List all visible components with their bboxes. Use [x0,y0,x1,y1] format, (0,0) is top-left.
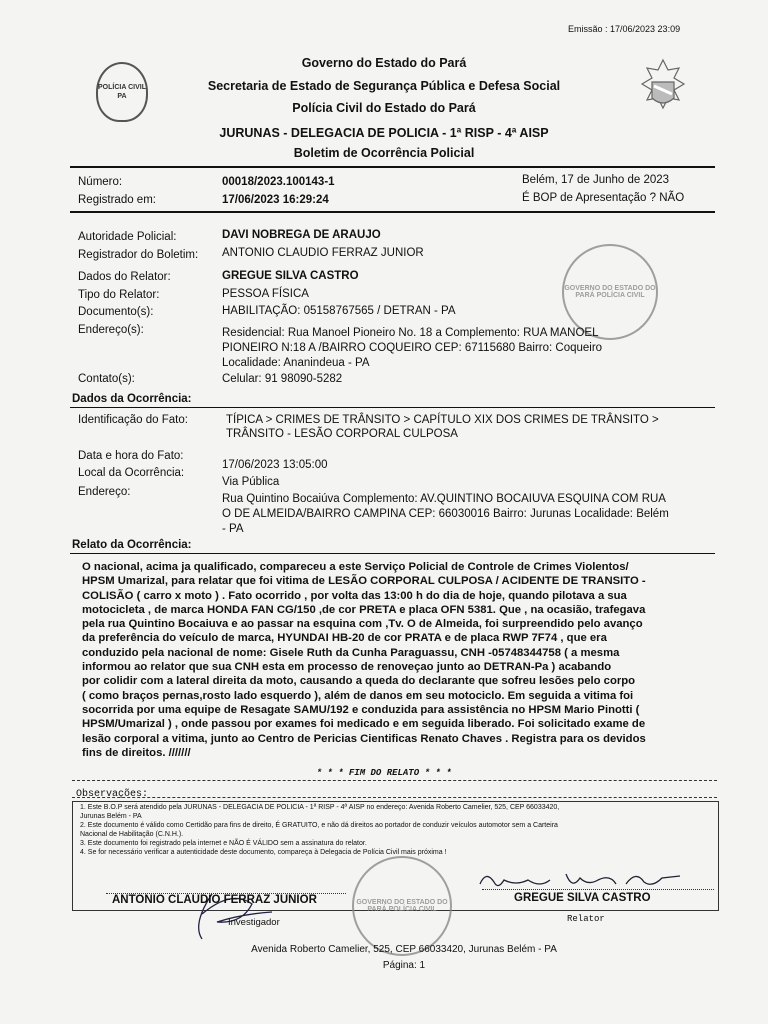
fato-line: TÍPICA > CRIMES DE TRÂNSITO > CAPÍTULO XIX DOS CRIMES DE TRÂNSITO > [226,414,659,426]
relato-line: pela rua Quintino Bocaiuva e ao passar na esquina com ,Tv. O de Almeida, foi surpreendido pelo avanço [82,618,643,631]
relator-name: GREGUE SILVA CASTRO [514,892,651,904]
endereco-line: - PA [222,523,244,535]
relato-line: socorrida por uma equipe de Resagate SAMU/192 e conduzida para assistência no HPSM Mario Pinotti ( [82,703,640,716]
badge-text: POLÍCIA CIVIL PA [98,84,146,100]
registrador-value: ANTONIO CLAUDIO FERRAZ JUNIOR [222,247,424,259]
relato-line: COLISÃO ( carro x moto ) . Fato ocorrido , por volta das 13:00 h do dia de hoje, quando pilotava a sua [82,589,627,602]
fato-line: TRÂNSITO - LESÃO CORPORAL CULPOSA [226,428,458,440]
endereco-line: Rua Quintino Bocaiúva Complemento: AV.QUINTINO BOCAIUVA ESQUINA COM RUA [222,493,666,505]
relato-line: conduzido pela nacional de nome: Gisele Ruth da Cunha Paraguassu, CNH -05748344758 ( a mesma [82,646,620,659]
local-label: Local da Ocorrência: [78,467,185,479]
contato-value: Celular: 91 98090-5282 [222,373,343,385]
obs-note: 1. Este B.O.P será atendido pela JURUNAS - DELEGACIA DE POLICIA - 1ª RISP - 4ª AISP no endereço: Avenida Roberto Camelier, 525, CEP 66033420, [80,804,560,811]
emission-date: Emissão : 17/06/2023 23:09 [568,24,681,34]
relator-role: Relator [567,914,605,924]
footer-address: Avenida Roberto Camelier, 525, CEP 66033420, Jurunas Belém - PA [251,944,557,955]
header-unit: JURUNAS - DELEGACIA DE POLICIA - 1ª RISP - 4ª AISP [219,126,549,140]
endereco-value [222,326,602,371]
relato-line: ( como braços pernas,rosto lado esquerdo ), além de danos em seu motociclo. Em seguida a vitima foi [82,689,634,702]
registrado-value: 17/06/2023 16:29:24 [222,194,329,206]
end-of-report-marker: * * * FIM DO RELATO * * * [316,768,452,778]
datahora-label: Data e hora do Fato: [78,450,184,462]
local-value: Via Pública [222,476,280,488]
endereco-label: Endereço(s): [78,324,144,336]
ocorrencia-section-title: Dados da Ocorrência: [72,393,192,405]
relato-line: informou ao relator que sua CNH esta em processo de renoveçao junto ao DETRAN-Pa ) acabando [82,661,612,674]
stamp-text: GOVERNO DO ESTADO DO PARÁ POLÍCIA CIVIL [356,899,448,913]
relato-line: HPSM Umarizal, para relatar que foi vitima de LESÃO CORPORAL CULPOSA / ACIDENTE DE TRANSITO - [82,575,646,588]
document-title: Boletim de Ocorrência Policial [293,146,475,160]
obs-note: 2. Este documento é válido como Certidão para fins de direito, É GRATUITO, e não dá direitos ao portador de conduzir veículos automotor sem a Carteira [80,822,558,829]
relato-line: lesão corporal a vitima, junto ao Centro de Pericias Cientificas Renato Chaves . Registra para os devidos [82,732,646,745]
obs-note: 4. Se for necessário verificar a autenticidade deste documento, compareça à Delegacia de Polícia Civil mais próxima ! [80,849,447,856]
investigator-name: ANTONIO CLAUDIO FERRAZ JUNIOR [112,894,317,906]
header-police: Polícia Civil do Estado do Pará [292,101,476,115]
observacoes-notes [80,803,710,857]
fato-value [226,413,659,441]
relator-value: GREGUE SILVA CASTRO [222,270,359,282]
obs-note: 3. Este documento foi registrado pela internet e NÃO É VÁLIDO sem a assinatura do relator. [80,840,367,847]
bop-flag: É BOP de Apresentação ? NÃO [522,192,685,204]
ocorrencia-endereco-value [222,492,669,537]
documento-value: HABILITAÇÃO: 05158767565 / DETRAN - PA [222,305,456,317]
page-number: Página: 1 [382,960,426,971]
relato-end-divider [72,780,717,781]
numero-value: 00018/2023.100143-1 [222,176,335,188]
relator-label: Dados do Relator: [78,271,171,283]
tipo-label: Tipo do Relator: [78,289,160,301]
relato-line: O nacional, acima ja qualificado, compareceu a este Serviço Policial de Controle de Crimes Violentos/ [82,561,629,573]
investigator-role: Investigador [228,917,280,928]
contato-label: Contato(s): [78,373,135,385]
relato-divider [70,553,715,554]
autoridade-label: Autoridade Policial: [78,231,177,243]
documento-label: Documento(s): [78,306,154,318]
endereco-line: PIONEIRO N:18 A /BAIRRO COQUEIRO CEP: 67115680 Bairro: Coqueiro [222,342,603,354]
relato-line: motocicleta , de marca HONDA FAN CG/150 ,de cor PRETA e placa OFN 5381. Que , na ocasião, trafegava [82,603,646,616]
ocorrencia-endereco-label: Endereço: [78,486,131,498]
signature-stamp-icon [352,856,452,956]
relator-signature-line [482,889,714,890]
datahora-value: 17/06/2023 13:05:00 [222,459,328,471]
obs-note: Nacional de Habilitação (C.N.H.). [80,831,184,838]
ocorrencia-divider [70,407,715,408]
endereco-line: O DE ALMEIDA/BAIRRO CAMPINA CEP: 66030016 Bairro: Jurunas Localidade: Belém [222,508,669,520]
tipo-value: PESSOA FÍSICA [222,288,309,300]
registrado-label: Registrado em: [78,194,156,206]
observacoes-label: Observações: [76,789,149,800]
obs-note: Jurunas Belém - PA [80,813,142,820]
relato-line: por colidir com a lateral direita da moto, causando a queda do declarante que sofreu lesões pelo corpo [82,675,636,688]
relato-section-title: Relato da Ocorrência: [72,539,192,551]
relato-line: fins de direitos. /////// [82,746,191,759]
registrador-label: Registrador do Boletim: [78,249,199,261]
numero-label: Número: [78,176,123,188]
header-secretariat: Secretaria de Estado de Segurança Pública e Defesa Social [207,79,561,93]
observacoes-dash [72,797,717,798]
stamp-text: GOVERNO DO ESTADO DO PARÁ POLÍCIA CIVIL [564,285,656,299]
endereco-line: Localidade: Ananindeua - PA [222,357,370,369]
autoridade-value: DAVI NOBREGA DE ARAUJO [222,229,381,241]
registro-divider [70,211,715,213]
relato-line: da preferência do veículo de marca, HYUNDAI HB-20 de cor PRATA e de placa RWP 7F74 , que era [82,632,607,645]
relato-text [82,560,732,760]
header-government: Governo do Estado do Pará [301,56,467,70]
relato-line: HPSM/Umarizal ) , onde passou por exames foi medicado e em seguida liberado. Foi solicitado exame de [82,718,646,731]
header-divider [70,166,715,168]
endereco-line: Residencial: Rua Manoel Pioneiro No. 18 a Complemento: RUA MANOEL [222,327,599,339]
fato-label: Identificação do Fato: [78,414,188,426]
place-date: Belém, 17 de Junho de 2023 [522,174,670,186]
